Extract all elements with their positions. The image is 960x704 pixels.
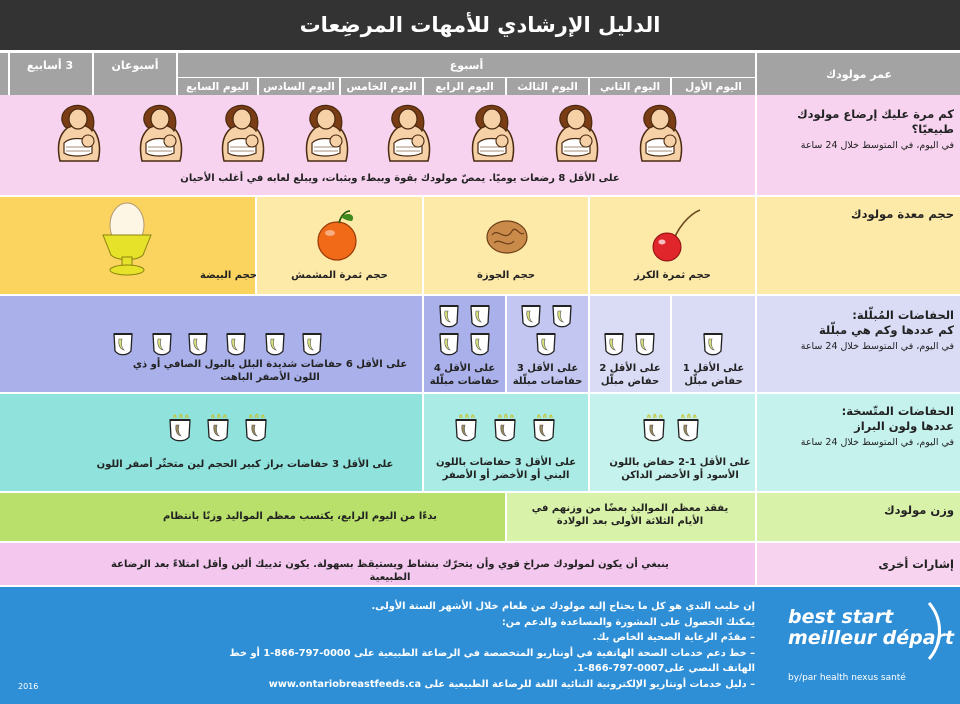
wet-caption-day3: على الأقل 3 حفاضات مبلّلة [512,363,583,387]
logo-arc-icon [925,601,945,661]
wet-label-title-2: كم عددها وكم هي مبلّلة [818,323,954,337]
wet-diaper-icon [520,303,542,329]
feeding-label-title: كم مرة عليك إرضاع مولودك طبيعيًا؟ [797,107,954,136]
soiled-diaper-icon [206,412,230,444]
breastfeeding-mother-icon [48,103,108,165]
wet-diaper-icon [603,331,625,357]
page-title: الدليل الإرشادي للأمهات المرضِعات [0,0,960,50]
three-weeks-label: 3 أسابيع [26,59,74,72]
footer-line-4: – خط دعم خدمات الصحة الهاتفية في أونتاريو المتخصصة في الرضاعة الطبيعية على 0000-797-866-1 أو خط الهاتف النصي على0007-797-866-1. [229,647,755,674]
breastfeeding-mother-icon [212,103,272,165]
day-5-label: اليوم الخامس [346,80,417,93]
footer [0,587,960,704]
footer-line-5: – دليل خدمات أونتاريو الإلكترونية الثنائية اللغة للرضاعة الطبيعية على www.ontariobreastfeeds.ca [268,678,755,690]
weight-label-title: وزن مولودك [884,503,954,517]
breastfeeding-mother-icon [462,103,522,165]
soiled-caption-days3-4: على الأقل 3 حفاضات باللون البني أو الأخضر أو الأصفر [435,457,577,481]
footer-line-1: إن حليب الثدي هو كل ما يحتاج إليه مولودك من طعام خلال الأشهر الستة الأولى. [371,601,755,612]
wet-diaper-icon [225,331,247,357]
wet-diaper-icon [469,303,491,329]
age-label: عمر مولودك [825,67,893,81]
wet-diaper-icon [438,331,460,357]
soiled-diaper-icon [493,412,517,444]
wet-diaper-icon [301,331,323,357]
wet-diaper-icon [438,303,460,329]
wet-diaper-icon [151,331,173,357]
weight-text-first-days: يفقد معظم المواليد بعضًا من وزنهم في الأيام الثلاثة الأولى بعد الولادة [531,503,729,527]
weight-text-from-day4: بدءًا من اليوم الرابع، يكتسب معظم المواليد وزنًا بانتظام [163,511,437,522]
year: 2016 [18,682,39,691]
other-signs-text: ينبغي أن يكون لمولودك صراخ قوي وأن يتحرّك بنشاط ويستيقظ بسهولة. يكون ثدييك ألين وأقل امتلاءً بعد الرضاعة الطبيعية [111,559,669,583]
soiled-caption-days1-2: على الأقل 1-2 حفاض باللون الأسود أو الأخضر الداكن [609,457,751,481]
stomach-caption-egg: حجم البيضة [200,270,258,281]
logo-line-2: meilleur départ [788,627,954,649]
week-label: أسبوع [449,59,484,72]
feeding-label-sub: في اليوم، في المتوسط خلال 24 ساعة [800,140,954,151]
stomach-caption-cherry: حجم ثمرة الكرز [634,270,711,281]
walnut-icon [487,221,527,253]
wet-caption-day2: على الأقل 2 حفاض مبلّل [599,363,661,387]
soiled-label-sub: في اليوم، في المتوسط خلال 24 ساعة [800,437,954,448]
soiled-diaper-icon [244,412,268,444]
breastfeeding-mother-icon [130,103,190,165]
logo-line-1: best start [788,606,894,628]
apricot-icon [318,211,356,260]
day-3-label: اليوم الثالث [517,80,578,93]
soiled-caption-week: على الأقل 3 حفاضات براز كبير الحجم لين متخثّر أصفر اللون [96,459,394,470]
day-4-label: اليوم الرابع [435,80,494,93]
other-signs-row [0,543,960,585]
breastfeeding-mother-icon [630,103,690,165]
soiled-diaper-icon [532,412,556,444]
soiled-diapers-row [0,394,960,491]
soiled-label-title: الحفاضات المتّسخة: [841,404,954,418]
wet-caption-day4: على الأقل 4 حفاضات مبلّلة [429,363,500,387]
wet-label-sub: في اليوم، في المتوسط خلال 24 ساعة [800,341,954,352]
soiled-diaper-icon [168,412,192,444]
wet-label-title: الحفاضات المُبلّلة: [852,308,954,322]
cherry-icon [653,210,700,261]
wet-caption-day1: على الأقل 1 حفاض مبلّل [682,363,745,387]
egg-in-cup-icon [103,203,151,275]
wet-diaper-icon [264,331,286,357]
other-label-title: إشارات أخرى [878,557,954,571]
weight-row [0,493,960,541]
wet-diaper-icon [469,331,491,357]
day-6-label: اليوم السادس [263,80,335,93]
wet-caption-week: على الأقل 6 حفاضات شديدة البلل بالبول الصافي أو ذي اللون الأصفر الباهت [132,359,408,383]
age-header [0,53,960,95]
breastfeeding-mother-icon [378,103,438,165]
day-2-label: اليوم الثاني [599,80,661,93]
wet-diaper-icon [535,331,557,357]
soiled-diaper-icon [642,412,666,444]
stomach-caption-walnut: حجم الجوزة [476,270,536,281]
stomach-row [0,197,960,294]
footer-line-2: يمكنك الحصول على المشورة والمساعدة والدعم من: [501,616,755,628]
byline: by/par health nexus santé [788,673,906,683]
wet-diaper-icon [634,331,656,357]
breastfeeding-mother-icon [546,103,606,165]
wet-diaper-icon [551,303,573,329]
wet-diaper-icon [187,331,209,357]
day-7-label: اليوم السابع [185,80,250,93]
feeding-row [0,95,960,195]
feeding-caption: على الأقل 8 رضعات يوميًا. يمصّ مولودك بقوة وببطء وبثبات، ويبلع لعابه في أغلب الأحيان [180,173,620,184]
footer-line-3: – مقدّم الرعاية الصحية الخاص بك. [592,632,755,643]
wet-diapers-row [0,296,960,392]
two-weeks-label: أسبوعان [111,59,159,72]
stomach-label-title: حجم معدة مولودك [851,207,954,221]
breastfeeding-mother-icon [296,103,356,165]
wet-diaper-icon [702,331,724,357]
wet-diaper-icon [112,331,134,357]
soiled-diaper-icon [454,412,478,444]
stomach-caption-apricot: حجم ثمرة المشمش [291,270,388,281]
day-1-label: اليوم الأول [685,80,742,93]
soiled-label-title-2: عددها ولون البراز [854,419,954,433]
soiled-diaper-icon [676,412,700,444]
